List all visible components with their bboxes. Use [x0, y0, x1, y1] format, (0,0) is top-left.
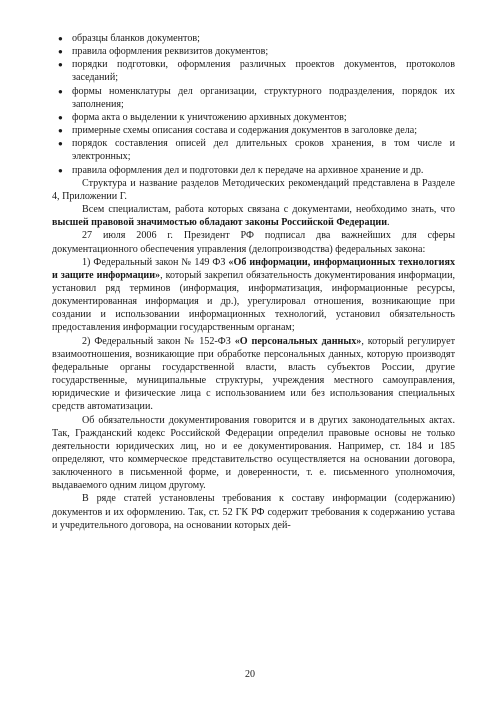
paragraph-text: 2) Федеральный закон № 152-ФЗ — [82, 335, 235, 347]
list-item-text: правила оформления дел и подготовки дел к передаче на архивное хранение и др. — [72, 164, 424, 176]
bullet-list — [52, 32, 455, 177]
list-item-text: порядок составления описей дел длительных сроков хранения, в том числе и электронных; — [72, 138, 455, 163]
list-item — [52, 45, 455, 58]
list-item-text: порядки подготовки, оформления различных проектов документов, протоколов заседаний; — [72, 59, 455, 84]
bullet-icon: ● — [58, 126, 63, 136]
list-item-text: примерные схемы описания состава и содержания документов в заголовке дела; — [72, 125, 418, 137]
paragraph-law-149 — [52, 256, 455, 335]
bullet-icon: ● — [58, 112, 63, 122]
list-item-text: форма акта о выделении к уничтожению архивных документов; — [72, 111, 347, 123]
list-item — [52, 164, 455, 177]
paragraph-law-152 — [52, 335, 455, 414]
paragraph-text: Всем специалистам, работа которых связана с документами, необходимо знать, что — [82, 204, 455, 216]
paragraph-text: , который закрепил обязательность документирования информации, установил ряд терминов (информация, информатизация, информационные ресурсы, документированная информация и др.), урегулировал отношения, возникающие при создании и использовании информационных технологий, установил обязательность предоставления информации государственным органам; — [52, 269, 455, 334]
list-item — [52, 32, 455, 45]
paragraph-text: 1) Федеральный закон № 149 ФЗ — [82, 256, 229, 268]
list-item — [52, 124, 455, 137]
paragraph-civil-code: Об обязательности документирования говорится и в других законодательных актах. Так, Гражданский кодекс Российской Федерации определил правовые основы не только деятельности юридических лиц, но и ее документирования. Например, ст. 184 и 185 определяют, что коммерческое представительство осуществляется на основании договора, заключенного в письменной форме, и доверенности, т. е. письменного уполномочия, выдаваемого одним лицом другому. — [52, 414, 455, 492]
list-item-text: формы номенклатуры дел организации, структурного подразделения, порядок их заполнения; — [72, 85, 455, 110]
list-item — [52, 111, 455, 124]
bullet-icon: ● — [58, 86, 63, 96]
bold-text: высшей правовой значимостью обладают законы Российской Федерации — [52, 217, 388, 229]
paragraph-legal-significance — [52, 203, 455, 229]
bullet-icon: ● — [58, 47, 63, 57]
bullet-icon: ● — [58, 165, 63, 175]
list-item — [52, 85, 455, 111]
list-item-text: правила оформления реквизитов документов; — [72, 46, 269, 58]
page-number: 20 — [245, 669, 255, 680]
bold-text: «Об информации, информационных технологиях и защите информации» — [52, 256, 456, 281]
paragraph-requirements: В ряде статей установлены требования к составу информации (содержанию) документов и их оформлению. Так, ст. 52 ГК РФ содержит требования к содержанию устава и учредительного договора, на основании которых дей- — [52, 493, 455, 531]
bullet-icon: ● — [58, 139, 63, 149]
list-item — [52, 137, 455, 163]
paragraph-text: . — [387, 217, 390, 229]
list-item — [52, 58, 455, 84]
paragraph-structure: Структура и название разделов Методических рекомендаций представлена в Разделе 4, Приложении Г. — [52, 177, 455, 202]
paragraph-laws-signed: 27 июля 2006 г. Президент РФ подписал два важнейших для сферы документационного обеспечения управления (делопроизводства) федеральных закона: — [52, 230, 455, 255]
bullet-icon: ● — [58, 60, 63, 70]
list-item-text: образцы бланков документов; — [72, 33, 200, 44]
bold-text: «О персональных данных» — [234, 335, 362, 347]
bullet-icon: ● — [58, 34, 63, 43]
paragraph-text: , который регулирует взаимоотношения, возникающие при обработке персональных данных, которую производят федеральные органы государственной власти, власть субъектов России, другие государственные, муниципальные структуры, учреждения местного самоуправления, юридические и физические лица с использованием или без использования специальных средств автоматизации. — [52, 335, 455, 413]
document-page — [52, 32, 455, 532]
